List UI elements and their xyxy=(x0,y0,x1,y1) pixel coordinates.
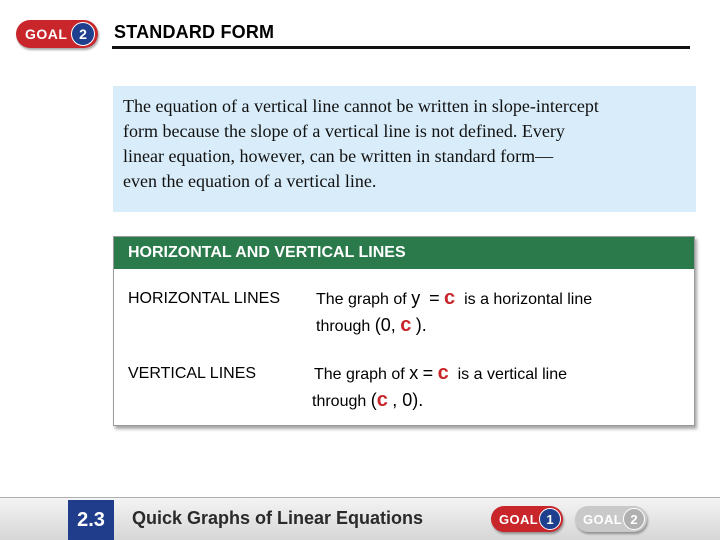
goal-1-label: GOAL xyxy=(499,511,539,527)
horizontal-lines-description xyxy=(316,285,592,313)
text: is a horizontal line xyxy=(464,291,593,308)
equation-variable: y xyxy=(411,288,421,308)
constant-c: c xyxy=(444,287,456,309)
goal-badge-number: 2 xyxy=(71,22,95,46)
page-title: STANDARD FORM xyxy=(114,22,275,42)
goal-badge xyxy=(16,20,98,48)
goal-2-number: 2 xyxy=(623,508,645,530)
equals-sign: = xyxy=(429,288,440,308)
info-line: even the equation of a vertical line. xyxy=(123,171,377,191)
section-title: Quick Graphs of Linear Equations xyxy=(132,508,424,528)
point-close: , 0). xyxy=(392,390,424,410)
lines-table-card xyxy=(113,236,695,426)
info-line: linear equation, however, can be written in standard form— xyxy=(123,146,554,166)
goal-1-button[interactable] xyxy=(491,506,563,532)
info-box xyxy=(113,86,696,212)
vertical-lines-label: VERTICAL LINES xyxy=(128,365,257,382)
point-close: ). xyxy=(415,315,427,335)
vertical-lines-point xyxy=(312,387,423,415)
title-divider xyxy=(112,46,690,49)
vertical-lines-description xyxy=(314,360,567,388)
text: through xyxy=(316,318,371,335)
info-line: The equation of a vertical line cannot be written in slope-intercept xyxy=(123,96,599,116)
constant-c: c xyxy=(376,389,388,411)
goal-2-button[interactable] xyxy=(575,506,647,532)
text: The graph of xyxy=(314,366,405,383)
text: through xyxy=(312,393,367,410)
constant-c: c xyxy=(400,314,412,336)
point-open: (0, xyxy=(374,315,396,335)
text: The graph of xyxy=(316,291,407,308)
equation-variable: x xyxy=(409,363,419,383)
goal-1-number: 1 xyxy=(539,508,561,530)
goal-2-label: GOAL xyxy=(583,511,623,527)
point-open: ( xyxy=(370,390,377,410)
equals-sign: = xyxy=(422,363,434,383)
text: is a vertical line xyxy=(457,366,567,383)
section-number: 2.3 xyxy=(68,500,114,540)
goal-badge-label: GOAL xyxy=(25,26,68,42)
table-title: HORIZONTAL AND VERTICAL LINES xyxy=(114,237,694,269)
horizontal-lines-label: HORIZONTAL LINES xyxy=(128,290,281,307)
horizontal-lines-point xyxy=(316,312,427,340)
constant-c: c xyxy=(437,362,449,384)
info-line: form because the slope of a vertical line is not defined. Every xyxy=(123,121,565,141)
